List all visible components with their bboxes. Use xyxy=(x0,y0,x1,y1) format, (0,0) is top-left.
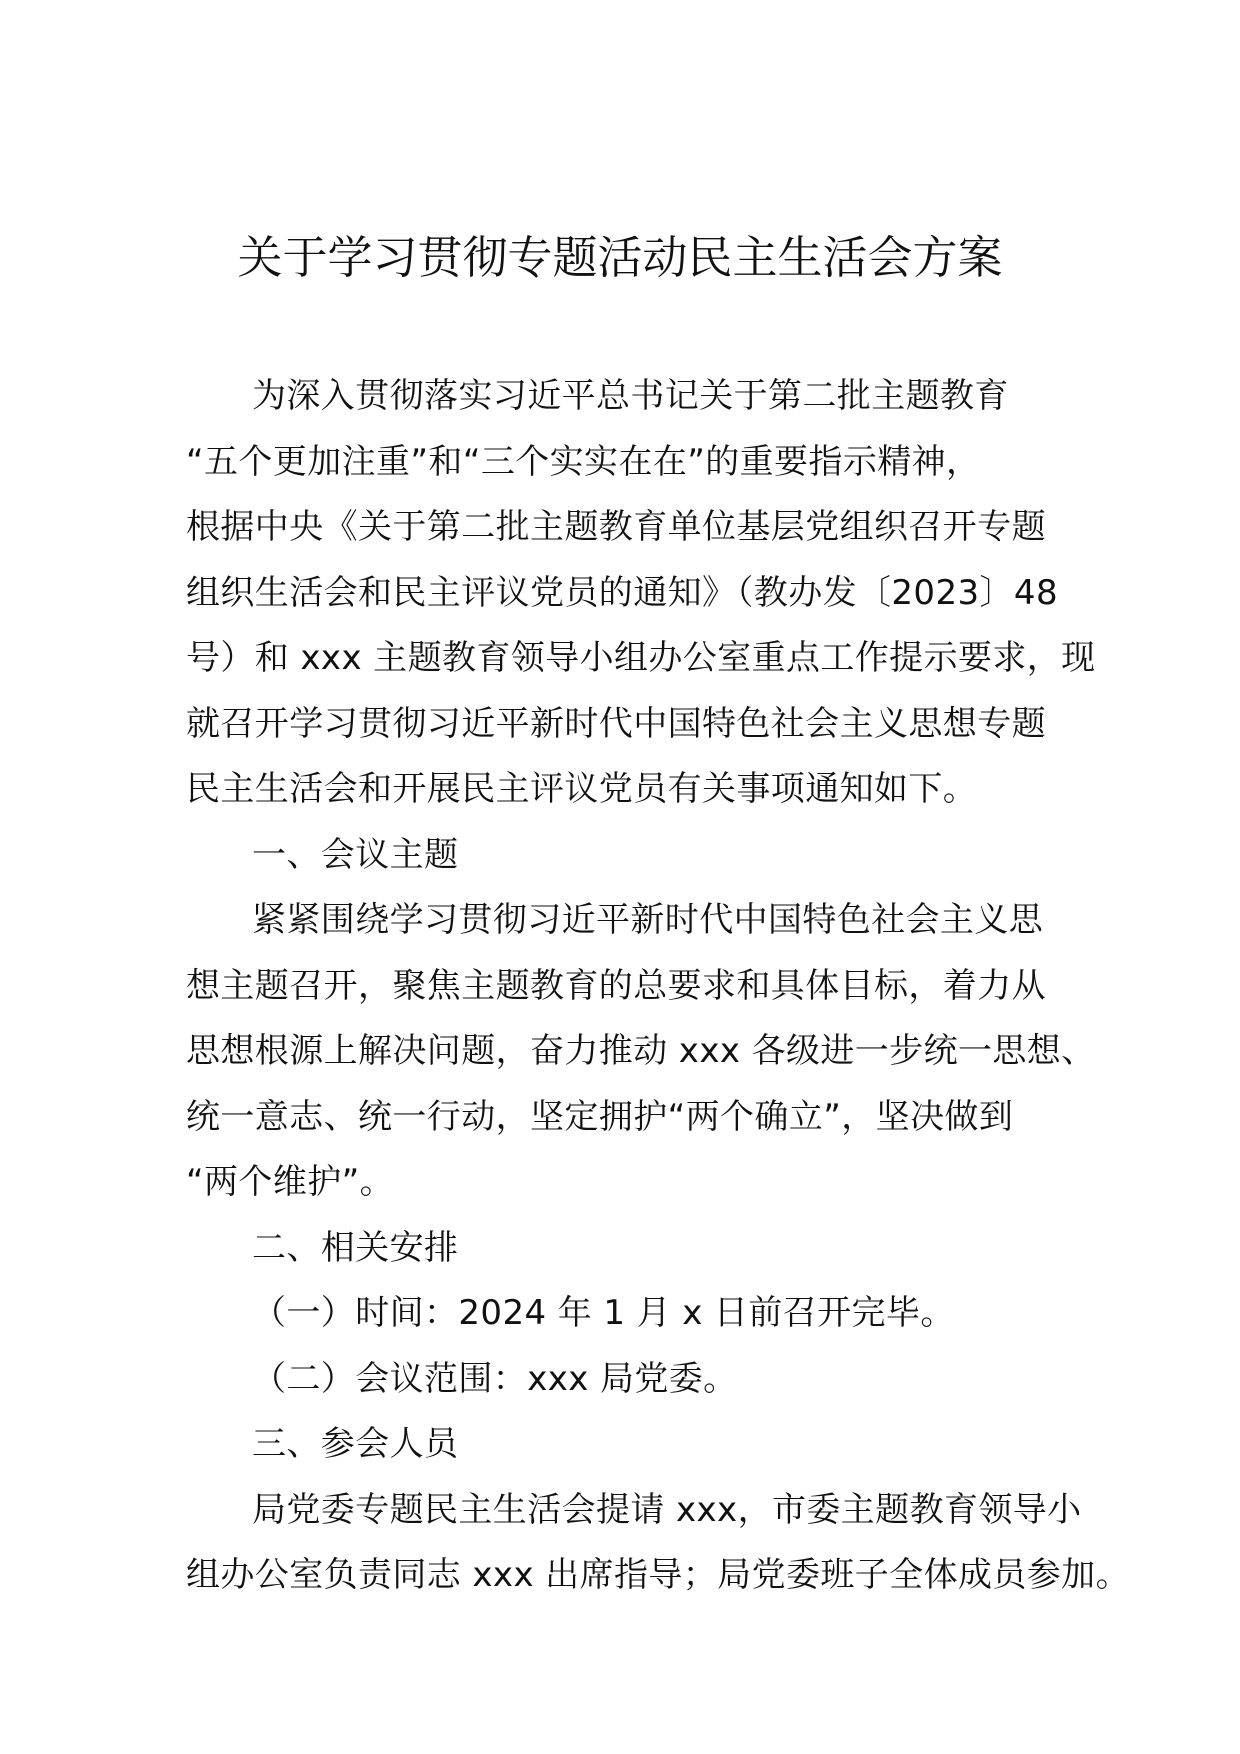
section-heading: 一、会议主题 xyxy=(252,834,459,875)
body-line: 为深入贯彻落实习近平总书记关于第二批主题教育 xyxy=(252,376,1009,416)
body-line: 思想根源上解决问题，奋力推动 xxx 各级进一步统一思想、 xyxy=(186,1031,1096,1071)
body-line: （一）时间：2024 年 1 月 x 日前召开完毕。 xyxy=(252,1293,955,1333)
body-line: 民主生活会和开展民主评议党员有关事项通知如下。 xyxy=(186,769,978,809)
body-line: “五个更加注重”和“三个实实在在”的重要指示精神， xyxy=(186,441,981,482)
body-line: 号）和 xxx 主题教育领导小组办公室重点工作提示要求，现 xyxy=(186,638,1096,678)
document-body xyxy=(186,364,1130,1609)
body-line: 局党委专题民主生活会提请 xxx，市委主题教育领导小 xyxy=(252,1489,1082,1530)
body-line: 就召开学习贯彻习近平新时代中国特色社会主义思想专题 xyxy=(186,703,1046,744)
body-line: 根据中央《关于第二批主题教育单位基层党组织召开专题 xyxy=(186,507,1046,547)
body-line: 想主题召开，聚焦主题教育的总要求和具体目标，着力从 xyxy=(186,965,1046,1006)
document-title: 关于学习贯彻专题活动民主生活会方案 xyxy=(237,231,1003,284)
body-line: （二）会议范围：xxx 局党委。 xyxy=(252,1358,738,1399)
body-line: 组织生活会和民主评议党员的通知》（教办发〔2023〕48 xyxy=(186,572,1058,613)
body-line: “两个维护”。 xyxy=(186,1162,395,1202)
body-line: 统一意志、统一行动，坚定拥护“两个确立”，坚决做到 xyxy=(186,1096,1014,1137)
section-heading: 二、相关安排 xyxy=(252,1227,459,1268)
body-line: 组办公室负责同志 xxx 出席指导；局党委班子全体成员参加。 xyxy=(186,1555,1130,1595)
section-heading: 三、参会人员 xyxy=(252,1424,459,1464)
body-line: 紧紧围绕学习贯彻习近平新时代中国特色社会主义思 xyxy=(252,900,1044,940)
